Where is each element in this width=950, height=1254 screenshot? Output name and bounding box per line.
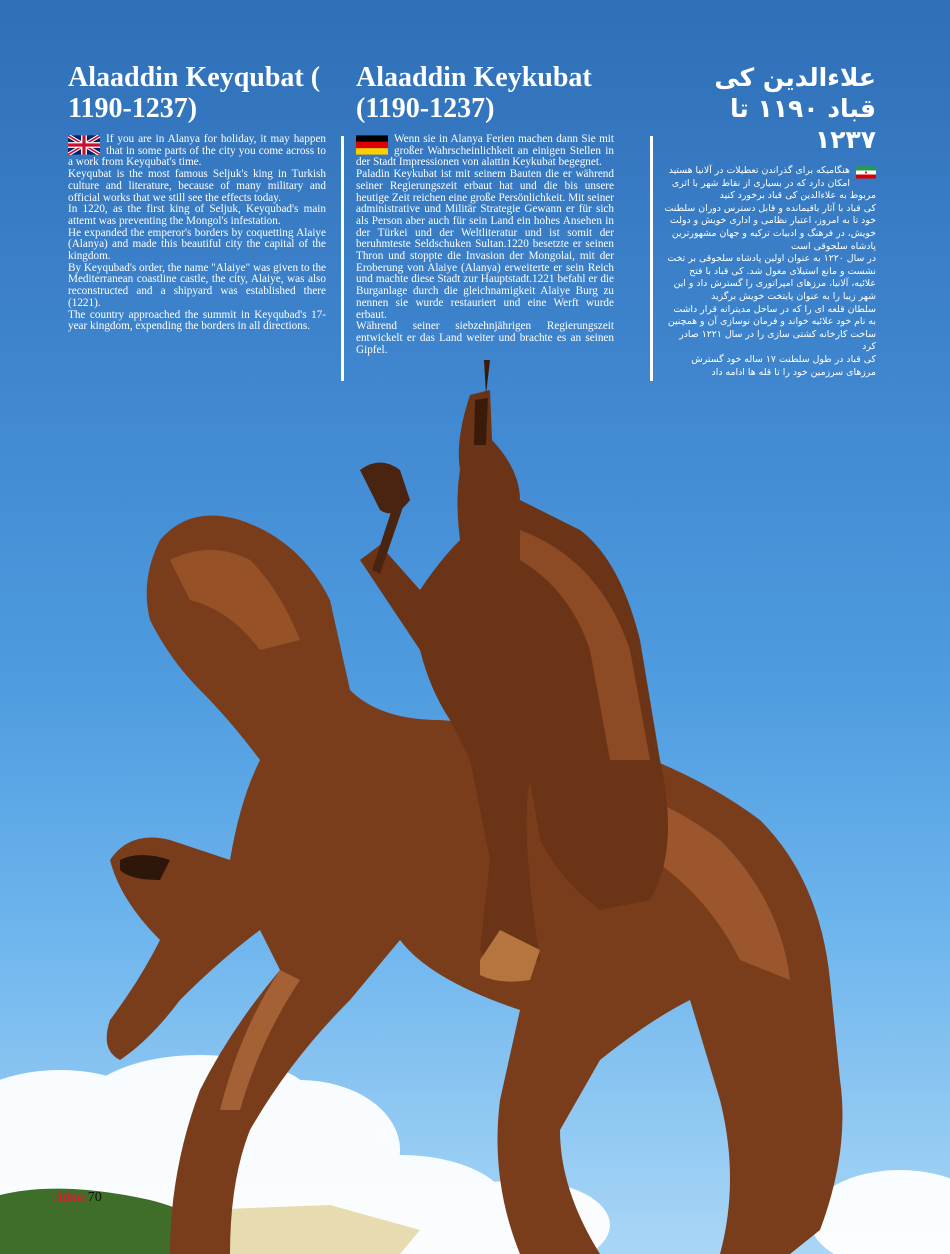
persian-paragraph: در سال ۱۲۲۰ به عنوان اولین پادشاه سلجوقی بر تخت نشست و مانع استیلای مغول شد. کی قباد با فتح علائیه، آلانیا، مرزهای امپراتوری را گسترش داد و این شهر زیبا را به عنوان پایتخت خویش برگزید	[667, 253, 876, 302]
german-paragraph: Paladin Keykubat ist mit seinem Bauten die er während seiner Regierungszeit erbaut hat und die bis unsere heutige Zeit reichen eine große Persönlichkeit. Mit seiner administrative und Militär Strategie Gewann er für sich als Person aber auch für sein Land ein hohes Ansehen in der Türkei und der Weltliteratur und ist somit der beruhmteste Seldschuken Sultan.1220 besetzte er seinen Thron und stoppte die Invasion der Mongolai, mit der Eroberung von Alaiye (Alanya) erweiterte er sein Reich und machte diese Stadt zur Hauptstadt.1221 befahl er die Burganlage durch die gleichnamigkeit Alaiye Burg zu nennen sie wurde restauriert und eine Werft wurde erbaut.	[356, 168, 614, 321]
english-paragraph: The country approached the summit in Keyqubad's 17-year kingdom, expending the borders in all directions.	[68, 308, 326, 333]
english-paragraph: Keyqubat is the most famous Seljuk's king in Turkish culture and literature, because of many military and official works that we still see the effects today.	[68, 168, 326, 204]
magazine-logo: Atime	[54, 1190, 86, 1205]
uk-flag-icon	[68, 135, 100, 155]
persian-title: علاءالدین کی قباد ۱۱۹۰ تا ۱۲۳۷	[714, 63, 876, 154]
english-column	[68, 62, 326, 333]
german-flag-icon	[356, 135, 388, 155]
persian-paragraph: کی قباد در طول سلطنت ۱۷ ساله خود گسترش مرزهای سرزمین خود را تا قله ها ادامه داد	[691, 353, 876, 378]
persian-paragraph: کی قباد با آثار باقیمانده و قابل دسترس دوران سلطنت خود تا به امروز، اعتبار نظامی و اداری خویش و دولت خویش، در فرهنگ و ادبیات ترکیه و جهان مشهورترین پادشاه سلجوقی است	[664, 202, 876, 252]
german-column	[356, 62, 614, 356]
german-paragraph: Während seiner siebzehnjährigen Regierungszeit entwickelt er das Land weiter und brachte es an seinen Gipfel.	[356, 320, 614, 356]
column-divider	[650, 136, 653, 381]
page-footer	[54, 1190, 102, 1206]
english-paragraph: He expanded the emperor's borders by coquetting Alaiye (Alanya) and made this beautiful city the capital of the kingdom.	[68, 226, 326, 263]
iran-flag-icon	[856, 166, 876, 179]
english-paragraph: In 1220, as the first king of Seljuk, Keyqubad's main attemt was preventing the Mongol's infestation.	[68, 203, 326, 227]
german-paragraph: Wenn sie in Alanya Ferien machen dann Sie mit großer Wahrscheinlichkeit an einigen Stellen in der Stadt Impressionen von alattin Keykubat begegnet.	[356, 133, 614, 169]
english-paragraph: If you are in Alanya for holiday, it may happen that in some parts of the city you come across to a work from Keyqubat's time.	[68, 133, 326, 169]
column-divider	[341, 136, 344, 381]
page-number: 70	[87, 1190, 102, 1205]
german-title: Alaaddin Keykubat (1190-1237)	[356, 62, 592, 124]
english-title: Alaaddin Keyqubat ( 1190-1237)	[68, 62, 321, 124]
persian-column	[664, 62, 876, 379]
english-paragraph: By Keyqubad's order, the name "Alaiye" was given to the Mediterranean coastline castle, the city, Alaiye, was also reconstructed and a shipyard was established there (1221).	[68, 261, 327, 309]
persian-paragraph: سلطان قلعه ای را که در ساحل مدیترانه قرار داشت به نام خود علائیه خواند و فرمان نوسازی آن و همچنین ساخت کارخانه کشتی سازی را در سال ۱۲۲۱ صادر کرد	[667, 303, 876, 353]
persian-paragraph: هنگامیکه برای گذراندن تعطیلات در آلانیا هستید امکان دارد که در بسیاری از نقاط شهر با اثری مربوط به علاءالدین کی قباد برخورد کنید	[668, 165, 876, 202]
